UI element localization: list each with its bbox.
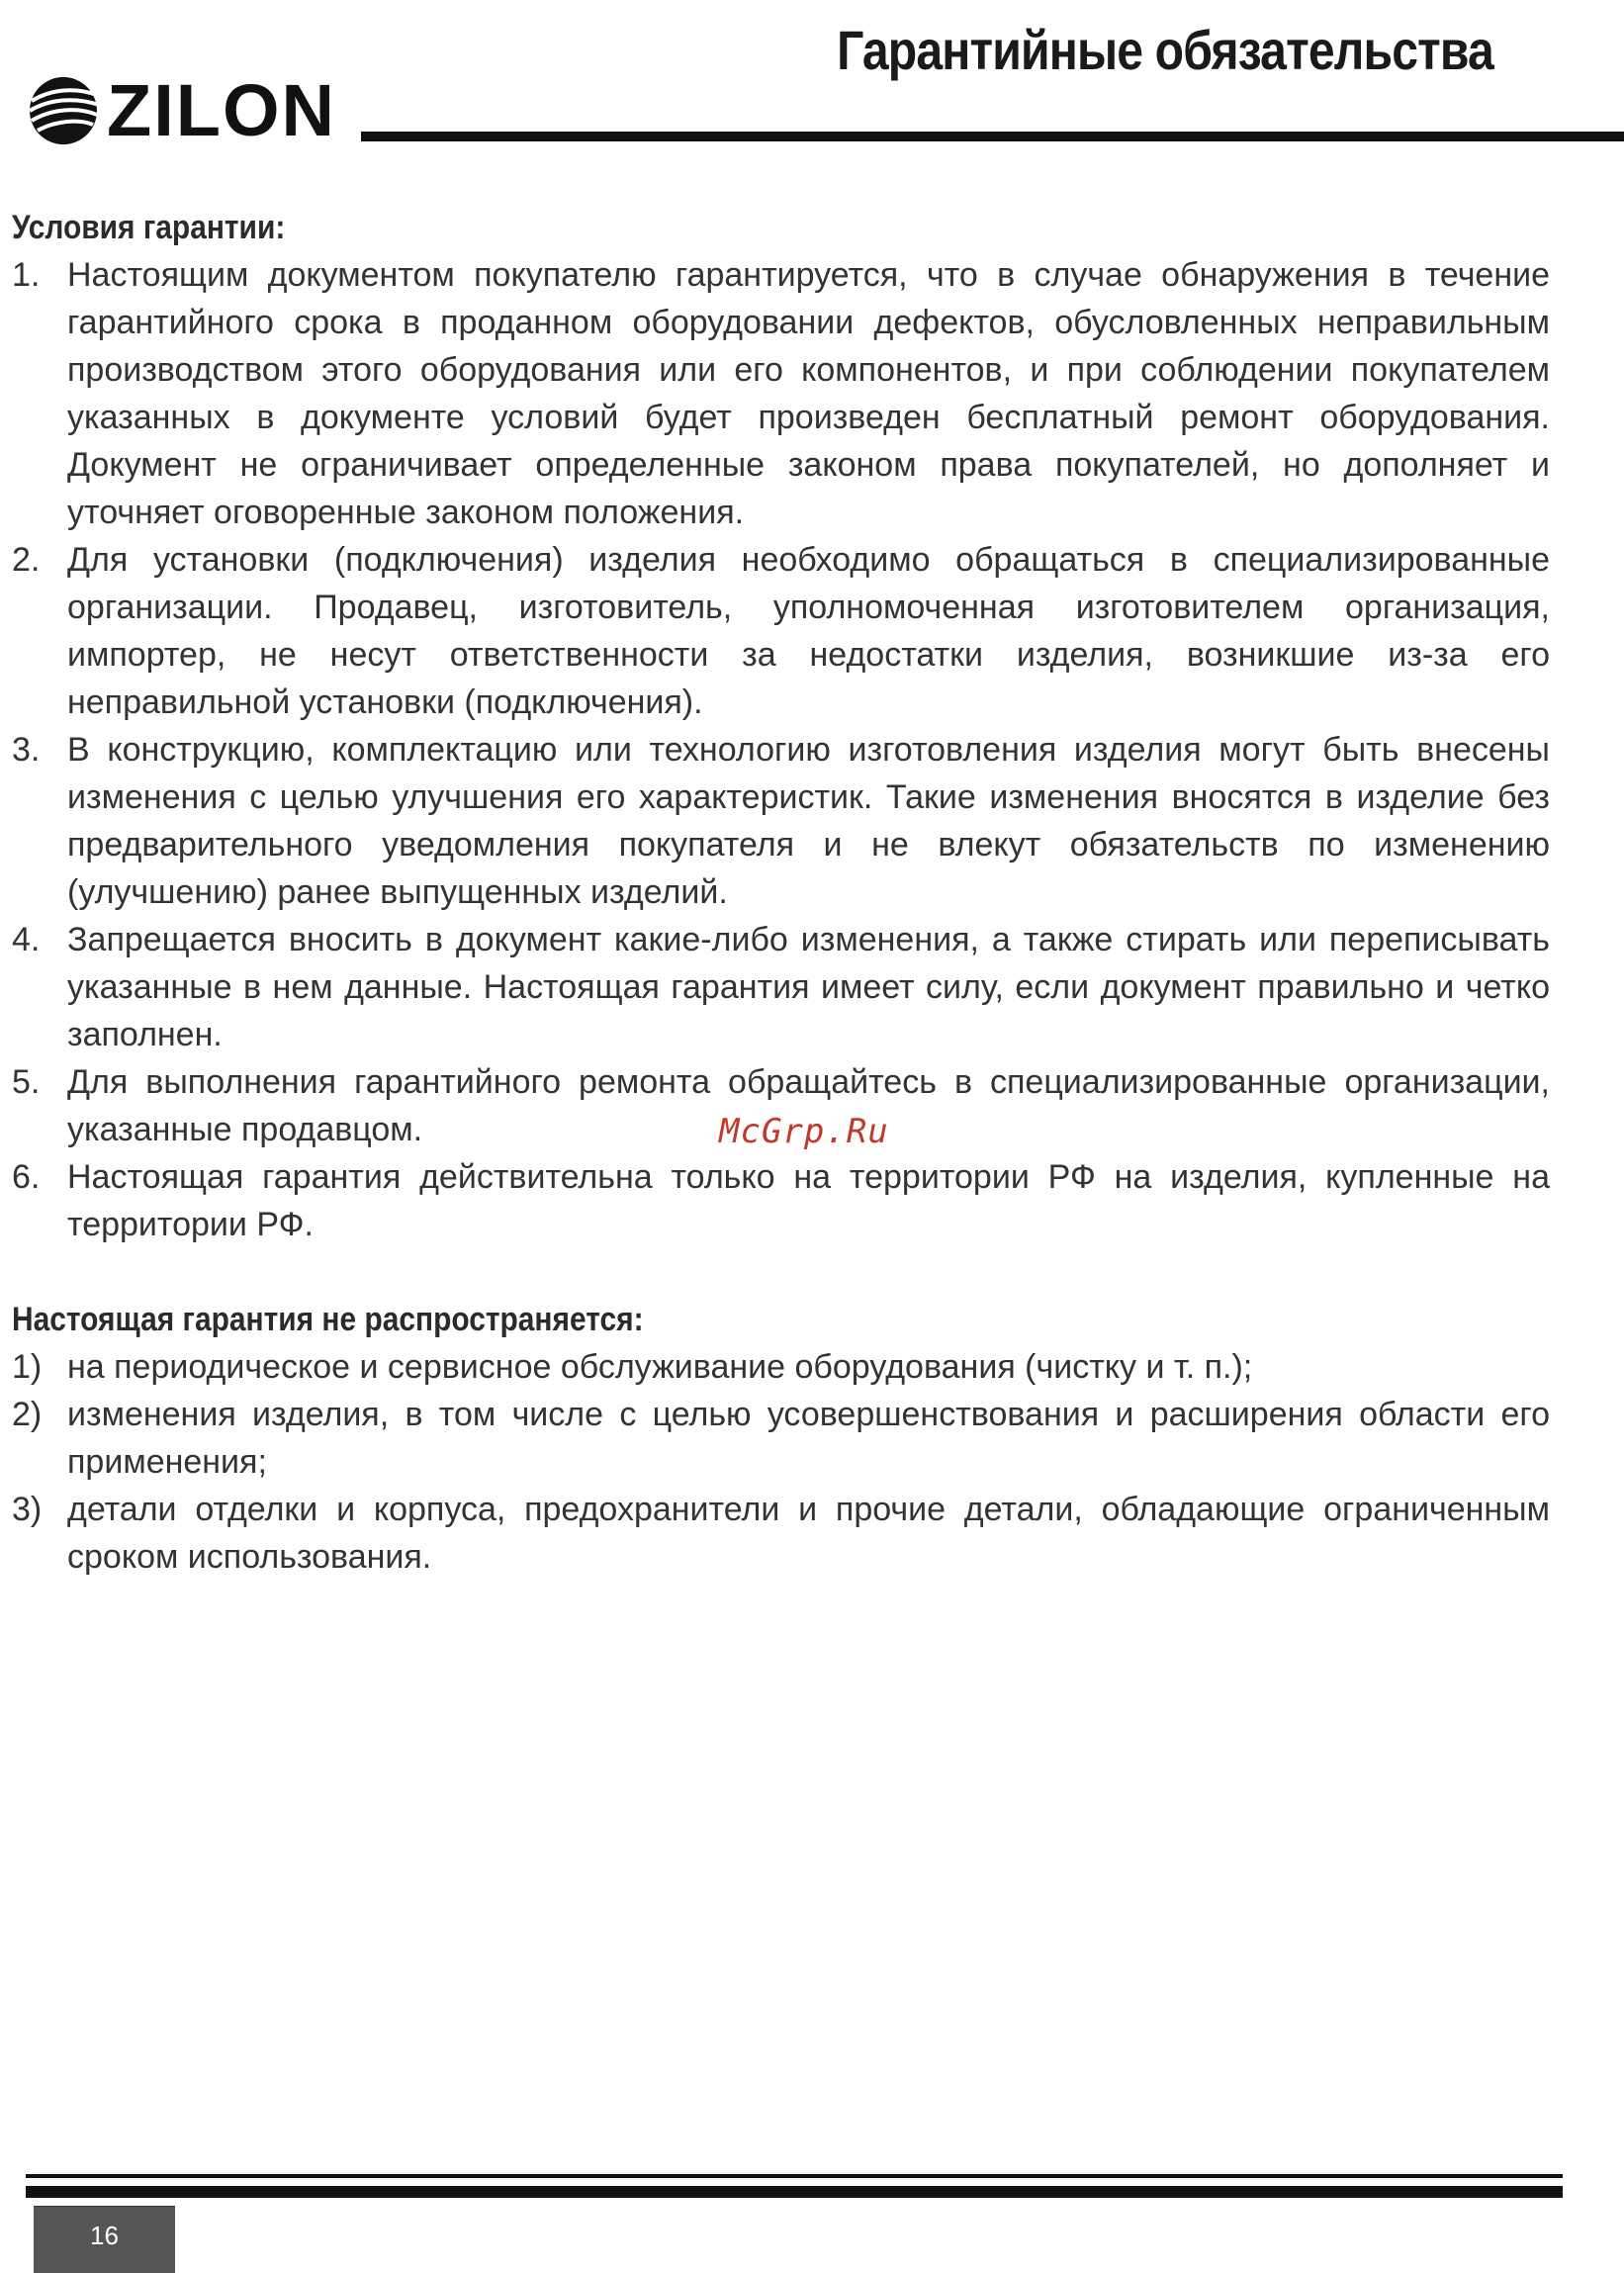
warranty-conditions-list bbox=[12, 251, 1550, 1248]
list-item bbox=[12, 916, 1550, 1058]
list-item-text: Для выполнения гарантийного ремонта обращайтесь в специализированные организации, указанные продавцом. bbox=[67, 1063, 1550, 1148]
list-item bbox=[12, 1486, 1550, 1581]
list-item-number: 2) bbox=[12, 1396, 43, 1433]
list-item-text: детали отделки и корпуса, предохранители и прочие детали, обладающие ограниченным сроком использования. bbox=[67, 1491, 1550, 1576]
list-item-number: 5. bbox=[12, 1063, 41, 1101]
list-item bbox=[12, 1343, 1550, 1391]
watermark-text: McGrp.Ru bbox=[719, 1112, 889, 1151]
list-item-number: 4. bbox=[12, 921, 41, 958]
list-item bbox=[12, 536, 1550, 726]
brand-logo bbox=[26, 69, 336, 151]
list-item-text: на периодическое и сервисное обслуживание оборудования (чистку и т. п.); bbox=[67, 1348, 1253, 1386]
exclusions-heading: Настоящая гарантия не распространяется: bbox=[12, 1301, 644, 1338]
zilon-swirl-icon bbox=[26, 75, 101, 146]
section-spacer bbox=[12, 1248, 1550, 1296]
list-item-text: изменения изделия, в том числе с целью усовершенствования и расширения области его применения; bbox=[67, 1396, 1550, 1481]
page-title: Гарантийные обязательства bbox=[837, 19, 1493, 81]
list-item-text: Запрещается вносить в документ какие-либо изменения, а также стирать или переписывать указанные в нем данные. Настоящая гарантия имеет силу, если документ правильно и четко заполнен. bbox=[67, 921, 1550, 1053]
list-item-number: 3. bbox=[12, 731, 41, 769]
list-item-number: 1) bbox=[12, 1348, 43, 1386]
list-item bbox=[12, 1391, 1550, 1486]
header-divider bbox=[361, 132, 1624, 141]
footer-divider-thin bbox=[26, 2174, 1563, 2178]
list-item bbox=[12, 251, 1550, 536]
list-item-text: Для установки (подключения) изделия необходимо обращаться в специализированные организации. Продавец, изготовитель, уполномоченная изготовителем организация, импортер, не несут ответственности за недостатки изделия, возникшие из-за его неправильной установки (подключения). bbox=[67, 541, 1550, 721]
brand-logo-text: ZILON bbox=[107, 69, 336, 151]
footer-divider-thick bbox=[26, 2186, 1563, 2198]
list-item-text: Настоящим документом покупателю гарантируется, что в случае обнаружения в течение гарантийного срока в проданном оборудовании дефектов, обусловленных неправильным производством этого оборудования или его компонентов, и при соблюдении покупателем указанных в документе условий будет произведен бесплатный ремонт оборудования. Документ не ограничивает определенные законом права покупателей, но дополняет и уточняет оговоренные законом положения. bbox=[67, 256, 1550, 531]
page-number: 16 bbox=[90, 2221, 119, 2250]
exclusions-list bbox=[12, 1343, 1550, 1581]
list-item-text: В конструкцию, комплектацию или технологию изготовления изделия могут быть внесены изменения с целью улучшения его характеристик. Такие изменения вносятся в изделие без предварительного уведомления покупателя и не влекут обязательств по изменению (улучшению) ранее выпущенных изделий. bbox=[67, 731, 1550, 911]
list-item-text: Настоящая гарантия действительна только на территории РФ на изделия, купленные на территории РФ. bbox=[67, 1158, 1550, 1243]
warranty-conditions-heading: Условия гарантии: bbox=[12, 209, 286, 246]
list-item-number: 6. bbox=[12, 1158, 41, 1196]
list-item-number: 1. bbox=[12, 256, 41, 294]
list-item-number: 2. bbox=[12, 541, 41, 579]
list-item-number: 3) bbox=[12, 1491, 43, 1528]
list-item bbox=[12, 726, 1550, 916]
list-item bbox=[12, 1153, 1550, 1248]
page-number-box bbox=[34, 2206, 175, 2273]
document-body bbox=[12, 204, 1550, 1581]
